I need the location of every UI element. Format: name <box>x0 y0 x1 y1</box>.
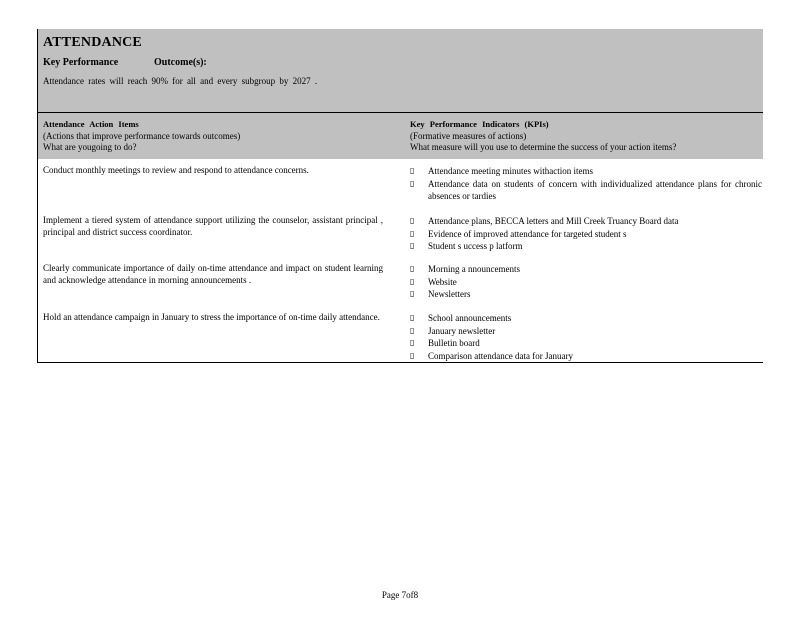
kpi-title: Key Performance Indicators (KPIs) <box>410 119 549 129</box>
table-body <box>38 159 763 362</box>
kpi-item <box>410 288 762 301</box>
table-row <box>38 306 763 362</box>
kpi-list <box>410 215 762 253</box>
bullet-icon: ▯ <box>410 289 415 298</box>
kpi-text: January newsletter <box>428 325 496 336</box>
action-item: Implement a tiered system of attendance support utilizing the counselor, assistant principal , principal and district success coordinator. <box>43 215 383 237</box>
kpi-text: Bulletin board <box>428 338 480 348</box>
action-items-question: What are yougoing to do? <box>43 142 137 152</box>
kpi-question: What measure will you use to determine the success of your action items? <box>410 142 677 152</box>
kpi-list <box>410 263 762 301</box>
kpi-header <box>410 119 760 154</box>
column-header <box>38 113 763 159</box>
kpi-item <box>410 228 762 241</box>
kpi-item <box>410 350 762 363</box>
kpi-item <box>410 240 762 253</box>
kpi-item <box>410 312 762 325</box>
kpi-text: Student s uccess p latform <box>428 241 523 251</box>
kpi-text: Website <box>428 276 457 287</box>
bullet-icon: ▯ <box>410 178 415 188</box>
kpi-item <box>410 165 762 178</box>
action-items-subtitle: (Actions that improve performance towards outcomes) <box>43 130 241 141</box>
bullet-icon: ▯ <box>410 166 415 175</box>
kpi-item <box>410 215 762 228</box>
bullet-icon: ▯ <box>410 228 415 238</box>
bullet-icon: ▯ <box>410 276 415 286</box>
page-number: Page 7of8 <box>381 590 419 600</box>
kpi-item <box>410 337 762 350</box>
kpi-subtitle: (Formative measures of actions) <box>410 130 527 141</box>
action-item: Clearly communicate importance of daily on-time attendance and impact on student learning and acknowledge attendance in morning announcements . <box>43 263 383 285</box>
bullet-icon: ▯ <box>410 325 415 335</box>
bullet-icon: ▯ <box>410 313 415 322</box>
action-item: Conduct monthly meetings to review and respond to attendance concerns. <box>43 165 309 175</box>
kpi-list <box>410 165 762 203</box>
kpi-item <box>410 178 762 203</box>
kpi-text: Evidence of improved attendance for targeted student s <box>428 228 627 239</box>
kpi-text: Morning a nnouncements <box>428 264 520 274</box>
kpi-item <box>410 263 762 276</box>
action-items-title: Attendance Action Items <box>43 119 139 129</box>
kpo-label <box>43 57 207 68</box>
kpi-text: School announcements <box>428 313 512 323</box>
table-row <box>38 159 763 209</box>
table-row <box>38 257 763 306</box>
action-item: Hold an attendance campaign in January to stress the importance of on-time daily attendance. <box>43 312 380 322</box>
kpo-label-left: Key Performance <box>43 57 119 68</box>
kpi-text: Attendance plans, BECCA letters and Mill Creek Truancy Board data <box>428 216 679 226</box>
bullet-icon: ▯ <box>410 264 415 273</box>
kpi-text: Attendance data on students of concern with individualized attendance plans for chronic absences or tardies <box>428 178 762 201</box>
kpo-label-right: Outcome(s): <box>154 57 207 68</box>
kpi-text: Newsletters <box>428 289 471 299</box>
kpi-list <box>410 312 762 362</box>
bullet-icon: ▯ <box>410 350 415 360</box>
action-items-header <box>43 119 383 154</box>
table-row <box>38 209 763 257</box>
bullet-icon: ▯ <box>410 241 415 250</box>
section-title: ATTENDANCE <box>43 35 142 50</box>
section-header <box>38 29 763 113</box>
bullet-icon: ▯ <box>410 216 415 225</box>
kpi-text: Attendance meeting minutes withaction items <box>428 166 593 176</box>
kpi-text: Comparison attendance data for January <box>428 350 573 361</box>
kpi-item <box>410 325 762 338</box>
kpi-item <box>410 276 762 289</box>
attendance-table <box>37 29 763 363</box>
bullet-icon: ▯ <box>410 338 415 347</box>
goal-text: Attendance rates will reach 90% for all and every subgroup by 2027 . <box>43 76 318 86</box>
